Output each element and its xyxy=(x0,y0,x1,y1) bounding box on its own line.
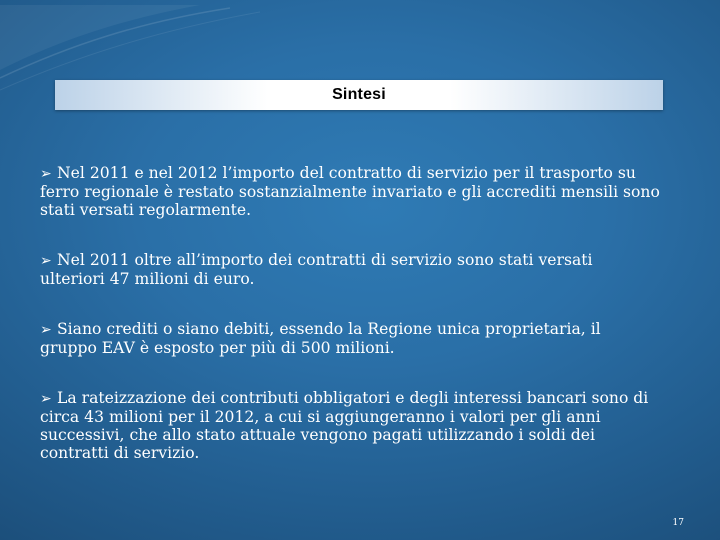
bullet-text: La rateizzazione dei contributi obbligatori e degli interessi bancari sono di circa 43 milioni per il 2012, a cui si aggiungeranno i valori per gli anni successivi, che allo stato attuale vengono pagati utilizzando i soldi dei contratti di servizio. xyxy=(40,389,649,462)
bullet-text: Siano crediti o siano debiti, essendo la Regione unica proprietaria, il gruppo EAV è esposto per più di 500 milioni. xyxy=(40,320,601,357)
title-bar xyxy=(55,80,663,110)
arrow-bullet-icon: ➢ xyxy=(40,322,52,338)
bullet-item xyxy=(40,251,662,288)
arrow-bullet-icon: ➢ xyxy=(40,166,52,182)
slide-title: Sintesi xyxy=(332,86,386,103)
bullet-text: Nel 2011 oltre all’importo dei contratti di servizio sono stati versati ulteriori 47 milioni di euro. xyxy=(40,251,593,288)
bullet-item xyxy=(40,164,662,219)
bullet-text: Nel 2011 e nel 2012 l’importo del contratto di servizio per il trasporto su ferro regionale è restato sostanzialmente invariato e gli accrediti mensili sono stati versati regolarmente. xyxy=(40,164,660,219)
bullet-item xyxy=(40,389,662,462)
page-number: 17 xyxy=(672,518,684,528)
arrow-bullet-icon: ➢ xyxy=(40,391,52,407)
bullet-list xyxy=(40,164,662,494)
bullet-item xyxy=(40,320,662,357)
arrow-bullet-icon: ➢ xyxy=(40,253,52,269)
